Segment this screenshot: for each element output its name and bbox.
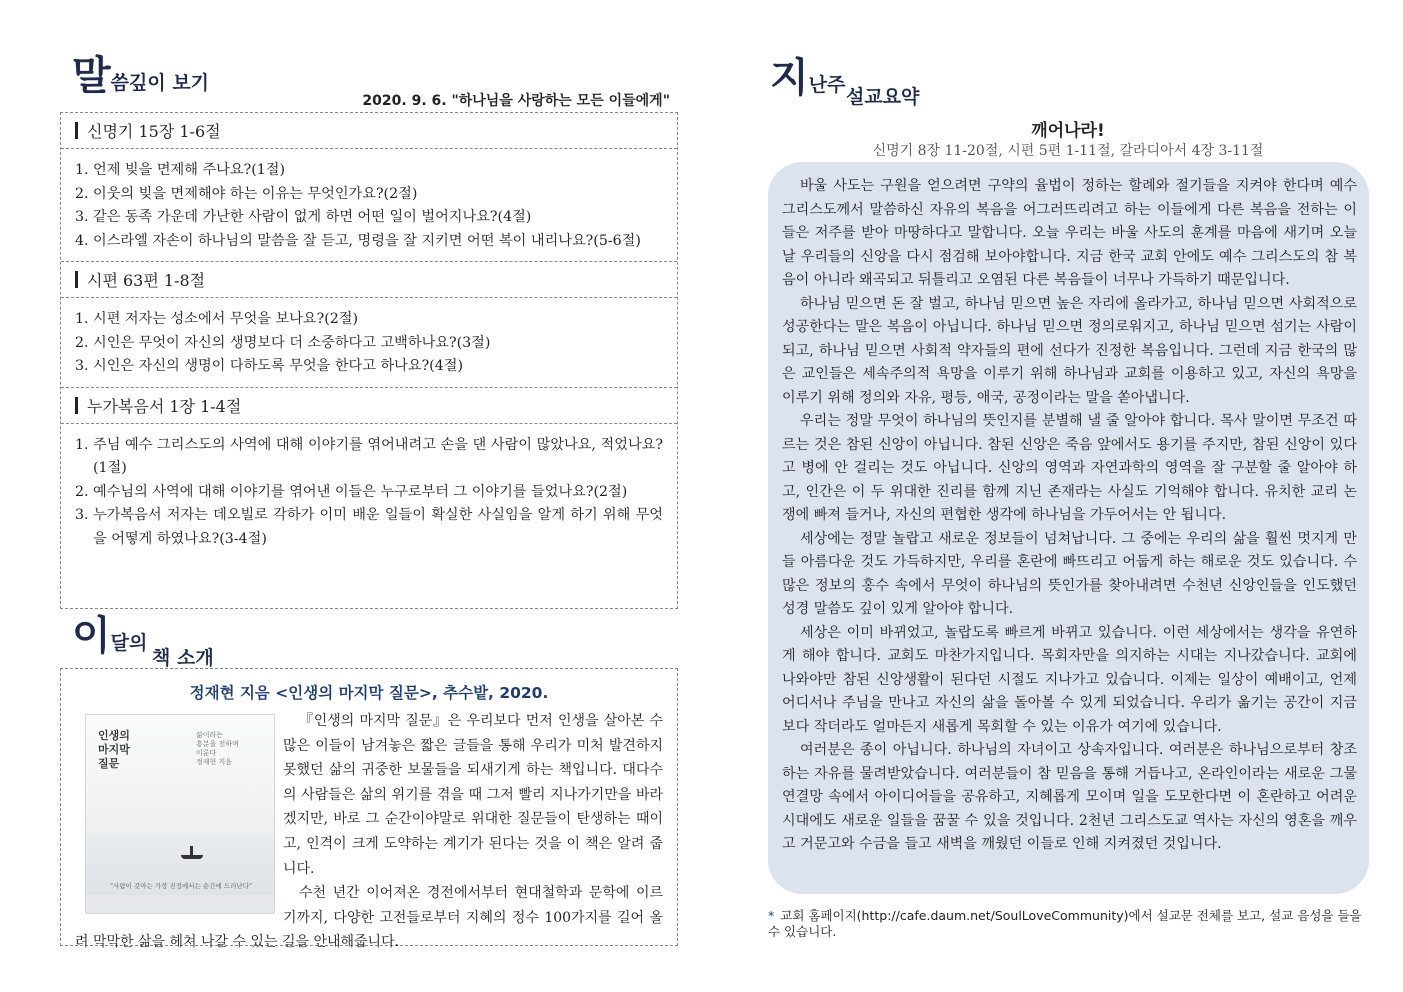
question-list (61, 149, 677, 261)
cover-spacer (75, 709, 283, 914)
question-number: 3. (75, 507, 89, 523)
sermon-summary-box (768, 162, 1369, 894)
question-item (75, 230, 663, 254)
questions-box (60, 112, 678, 609)
question-text: 언제 빚을 면제해 주나요?(1절) (93, 162, 285, 178)
question-number: 1. (75, 162, 89, 178)
question-item (75, 159, 663, 183)
book-box (60, 668, 678, 951)
sermon-reference: 신명기 8장 11-20절, 시편 5편 1-11절, 갈라디아서 4장 3-11절 (872, 143, 1264, 159)
question-number: 1. (75, 311, 89, 327)
bar-icon (75, 122, 78, 139)
question-item (75, 481, 663, 505)
book-title: 정재현 지음 <인생의 마지막 질문>, 추수밭, 2020. (189, 684, 549, 702)
question-number: 3. (75, 358, 89, 374)
question-item (75, 504, 663, 551)
question-text: 예수님의 사역에 대해 이야기를 엮어낸 이들은 누구로부터 그 이야기를 들었나요?(2절) (93, 483, 628, 500)
question-number: 3. (75, 209, 89, 225)
cover-subtitle: 삶이라는 흥분을 전하며 이룬다 정재현 지음 (196, 731, 239, 766)
heading-rest-line2: 책 소개 (152, 647, 214, 669)
heading-rest: 난주 (808, 74, 846, 96)
heading-rest: 달의 (110, 632, 148, 654)
sermon-paragraph: 여러분은 종이 아닙니다. 하나님의 자녀이고 상속자입니다. 여러분은 하나님으로부터 창조하는 자유를 물려받았습니다. 여러분들이 참 믿음을 통해 거듭나고, 온라인이라는 새로운 그물연결망 속에서 아이디어들을 공유하고, 지혜롭게 모이며 일을 도모한다면 이 혼란하고 어려운 시대에도 새로운 일들을 꿈꿀 수 있을 것입니다. 2천년 그리스도교 역사는 자신의 영혼을 깨우고 거문고와 수금을 들고 새벽을 깨웠던 이들로 인해 지켜졌던 것입니다. (782, 742, 1357, 852)
question-text: 이스라엘 자손이 하나님의 말씀을 잘 듣고, 명령을 잘 지키면 어떤 복이 내리나요?(5-6절) (93, 232, 641, 249)
question-item (75, 355, 663, 379)
section-heading-book (72, 612, 148, 659)
section-title (61, 388, 677, 424)
question-text: 같은 동족 가운데 가난한 사람이 없게 하면 어떤 일이 벌어지나요?(4절) (93, 209, 532, 225)
heading-rest-line2: 설교요약 (846, 86, 920, 108)
question-section (61, 262, 677, 388)
sermon-paragraph: 하나님 믿으면 돈 잘 벌고, 하나님 믿으면 높은 자리에 올라가고, 하나님 믿으면 사회적으로 성공한다는 말은 복음이 아닙니다. 하나님 믿으면 정의로워지고, 하나님 믿으면 섬기는 사람이 되고, 하나님 믿으면 사회적 약자들의 편에 선다가 진정한 복음입니다. 그런데 지금 한국의 많은 교인들은 세속주의적 욕망을 이루기 위해 하나님과 교회를 이용하고 있고, 자신의 욕망을 이루기 위해 정의와 자유, 평등, 애국, 공정이라는 말을 쏟아냅니다. (782, 295, 1357, 406)
book-paragraph: 수천 년간 이어져온 경전에서부터 현대철학과 문학에 이르기까지, 다양한 고전들로부터 지혜의 정수 100가지를 길어 올려 막막한 삶을 헤쳐 나갈 수 있는 길을 안내해줍니다. (75, 885, 663, 951)
question-text: 주님 예수 그리스도의 사역에 대해 이야기를 엮어내려고 손을 댄 사람이 많았나요, 적었나요?(1절) (93, 436, 663, 476)
bar-icon (75, 397, 78, 414)
bar-icon (75, 271, 78, 288)
cover-title: 인생의 마지막 질문 (98, 729, 130, 770)
date-line: 2020. 9. 6. "하나님을 사랑하는 모든 이들에게" (362, 93, 670, 109)
sermon-title: 깨어나라! (1031, 121, 1105, 141)
question-number: 2. (75, 185, 89, 202)
question-text: 이웃의 빚을 면제해야 하는 이유는 무엇인가요?(2절) (93, 185, 418, 202)
question-text: 시인은 자신의 생명이 다하도록 무엇을 한다고 하나요?(4절) (93, 358, 463, 374)
question-number: 2. (75, 483, 89, 500)
sermon-paragraph: 세상은 이미 바뀌었고, 놀랍도록 빠르게 바뀌고 있습니다. 이런 세상에서는 생각을 유연하게 해야 합니다. 교회도 마찬가지입니다. 목회자만을 의지하는 시대는 지나갔습니다. 교회에 나와야만 참된 신앙생활이 된다던 시절도 지나가고 있습니다. 이제는 일상이 예배이고, 언제 어디서나 주님을 만나고 자신의 삶을 돌아볼 수 있게 되었습니다. 우리가 옮기는 공간이 지금보다 작더라도 얼마든지 새롭게 목회할 수 있는 이유가 여기에 있습니다. (782, 624, 1357, 735)
question-number: 4. (75, 232, 89, 249)
footnote-text: 교회 홈페이지(http://cafe.daum.net/SoulLoveCommunity)에서 설교문 전체를 보고, 설교 음성을 들을 수 있습니다. (768, 908, 1362, 939)
book-description (75, 709, 663, 955)
question-text: 시인은 무엇이 자신의 생명보다 더 소중하다고 고백하나요?(3절) (93, 334, 491, 351)
question-item (75, 183, 663, 207)
section-title (61, 262, 677, 298)
section-heading-sermon (770, 54, 846, 101)
question-item (75, 308, 663, 332)
question-text: 시편 저자는 성소에서 무엇을 보나요?(2절) (93, 311, 359, 327)
heading-initial: 지 (770, 54, 809, 101)
section-heading-word-study (72, 52, 210, 99)
question-number: 2. (75, 334, 89, 351)
cover-quote: "사람이 갖아는 가장 진정에서는 순간에 드러난다" (110, 882, 252, 890)
question-item (75, 434, 663, 481)
section-title-text: 신명기 15장 1-6절 (87, 122, 221, 141)
sermon-paragraph: 우리는 정말 무엇이 하나님의 뜻인지를 분별해 낼 줄 알아야 합니다. 목사 말이면 무조건 따르는 것은 참된 신앙이 아닙니다. 참된 신앙은 죽음 앞에서도 용기를 주지만, 참된 신앙이 있다고 병에 안 걸리는 것도 아닙니다. 신앙의 영역과 자연과학의 영역을 잘 구분할 줄 알아야 하고, 인간은 이 두 위대한 진리를 함께 지닌 존재라는 사실도 기억해야 합니다. 유치한 교리 논쟁에 빠져 들거나, 자신의 편협한 생각에 하나님을 가두어서는 안 됩니다. (782, 413, 1357, 523)
asterisk-icon: * (768, 908, 775, 923)
question-section (61, 113, 677, 262)
question-list (61, 424, 677, 560)
sermon-paragraph: 세상에는 정말 놀랍고 새로운 정보들이 넘쳐납니다. 그 중에는 우리의 삶을 훨씬 멋지게 만들 아름다운 것도 가득하지만, 우리를 혼란에 빠뜨리고 어둡게 하는 해로운 것도 있습니다. 수많은 정보의 홍수 속에서 무엇이 하나님의 뜻인가를 찾아내려면 수천년 신앙인들을 인도했던 성경 말씀도 깊이 있게 알아야 합니다. (782, 530, 1357, 617)
heading-initial: 말 (72, 52, 111, 99)
section-title (61, 113, 677, 149)
footnote (768, 908, 1368, 940)
heading-rest: 씀깊이 보기 (110, 72, 210, 94)
section-title-text: 시편 63편 1-8절 (87, 271, 206, 290)
sermon-paragraph: 바울 사도는 구원을 얻으려면 구약의 율법이 정하는 할례와 절기들을 지켜야 한다며 예수 그리스도께서 말씀하신 자유의 복음을 어그러뜨리려고 하는 이들에게 다른 복음을 전하는 이들은 저주를 받아 마땅하다고 말합니다. 오늘 우리는 바울 사도의 훈계를 마음에 새기며 오늘날 우리들의 신앙을 다시 점검해 보아야합니다. 지금 한국 교회 안에도 예수 그리스도의 참 복음이 아니라 왜곡되고 뒤틀리고 오염된 다른 복음들이 너무나 가득하기 때문입니다. (782, 178, 1357, 288)
question-section (61, 388, 677, 560)
book-paragraph: 『인생의 마지막 질문』은 우리보다 먼저 인생을 살아본 수많은 이들이 남겨놓은 짧은 글들을 통해 우리가 미처 발견하지 못했던 삶의 귀중한 보물들을 되새기게 하는 책입니다. 대다수의 사람들은 삶의 위기를 겪을 때 그저 빨리 지나가기만을 바라겠지만, 바로 그 순간이야말로 위대한 질문들이 탄생하는 때이고, 인격이 크게 도약하는 계기가 된다는 것을 이 책은 알려 줍니다. (283, 713, 663, 877)
question-text: 누가복음서 저자는 데오빌로 각하가 이미 배운 일들이 확실한 사실임을 알게 하기 위해 무엇을 어떻게 하였나요?(3-4절) (93, 507, 663, 547)
question-item (75, 332, 663, 356)
heading-initial: 이 (72, 612, 111, 659)
section-title-text: 누가복음서 1장 1-4절 (87, 396, 242, 416)
question-list (61, 298, 677, 387)
question-number: 1. (75, 436, 89, 453)
question-item (75, 206, 663, 230)
